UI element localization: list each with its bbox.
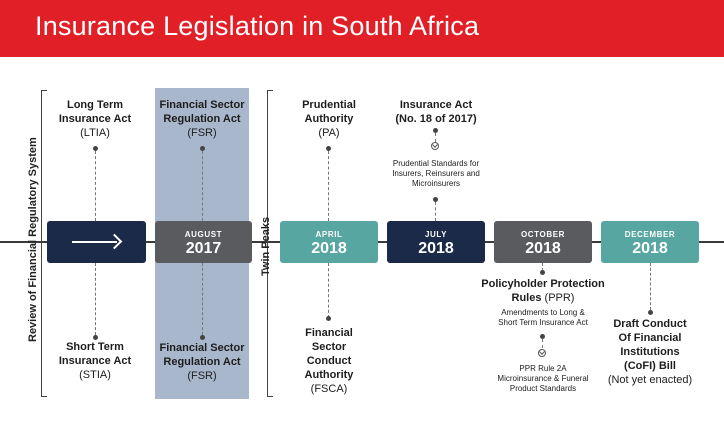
connector-dot [540,270,545,275]
fsr-bottom-name-2: Regulation Act [163,356,241,368]
title-banner [0,0,724,57]
fsr-top-label [150,98,254,140]
fsr-bottom-name-1: Financial Sector [159,342,245,354]
ppr-amendments-label [482,308,604,328]
fsr-bottom-abbr: (FSR) [187,370,217,382]
ltia-label [45,98,145,140]
connector-line [95,263,96,335]
cofi-name-1: Draft Conduct [613,318,687,330]
cofi-name-3: Institutions [620,346,680,358]
timeline-month: JULY [424,230,448,239]
ltia-abbr: (LTIA) [80,127,110,139]
ltia-name-2: Insurance Act [58,113,132,125]
timeline-year: 2018 [632,240,668,257]
arrow-head-icon [107,234,123,250]
prudential-standards-line-1: Prudential Standards for [392,159,480,168]
timeline-box-apr-2018 [280,221,378,263]
ppr-amendments-line-2: Short Term Insurance Act [498,318,588,327]
timeline-month: AUGUST [184,230,223,239]
timeline-month: DECEMBER [624,230,676,239]
connector-dot [200,335,205,340]
fsca-name-1: Financial [305,327,353,339]
ppr-abbr: (PPR) [544,292,575,304]
connector-line [542,339,543,348]
timeline-year: 2018 [418,240,454,257]
timeline-box-dec-2018 [601,221,699,263]
insurance-act-label [380,98,492,126]
timeline-month: APRIL [315,230,343,239]
ppr-name-1: Policyholder Protection [481,278,605,290]
timeline-year: 2018 [311,240,347,257]
prudential-standards-line-2: Insurers, Reinsurers and [392,169,480,178]
cofi-name-2: Of Financial [618,332,682,344]
fsca-label [288,326,370,396]
stia-name-1: Short Term [66,341,124,353]
timeline-year: 2018 [525,240,561,257]
timeline-box-aug-2017 [155,221,252,263]
ppr-rule-2a-label [482,364,604,394]
review-label: Review of Financial Regulatory System [27,137,39,342]
stia-name-2: Insurance Act [58,355,132,367]
review-bracket [41,90,42,397]
cofi-name-4: (CoFI) Bill [624,360,676,372]
fsca-name-4: Authority [304,369,354,381]
connector-line [202,263,203,335]
timeline-box-oct-2018 [494,221,592,263]
cofi-note: (Not yet enacted) [607,374,693,386]
connector-line [202,151,203,221]
fsca-name-3: Conduct [306,355,352,367]
timeline-month: OCTOBER [520,230,566,239]
chevron-down-icon [538,349,546,357]
chevron-down-icon [431,142,439,150]
timeline-box-arrow [47,221,146,263]
connector-line [95,151,96,221]
ppr-rule-2a-line-1: PPR Rule 2A [519,364,567,373]
fsr-top-abbr: (FSR) [187,127,217,139]
fsr-top-name-1: Financial Sector [159,99,245,111]
timeline-year: 2017 [185,240,222,257]
insurance-act-name-2: (No. 18 of 2017) [395,113,477,125]
fsr-top-name-2: Regulation Act [163,113,241,125]
fsca-name-2: Sector [311,341,347,353]
pa-label [288,98,370,140]
ppr-name-2: Rules [511,292,542,304]
connector-line [328,151,329,221]
ppr-amendments-line-1: Amendments to Long & [501,308,585,317]
pa-name-2: Authority [304,113,354,125]
ppr-label [480,277,606,305]
stia-abbr: (STIA) [79,369,111,381]
stia-label [45,340,145,382]
pa-abbr: (PA) [318,127,340,139]
connector-line [435,202,436,221]
pa-name-1: Prudential [302,99,356,111]
insurance-act-name-1: Insurance Act [399,99,473,111]
page-title: Insurance Legislation in South Africa [35,11,480,41]
cofi-label [600,317,700,387]
twin-peaks-label: Twin Peaks [260,216,272,276]
connector-line [435,133,436,142]
ppr-rule-2a-line-3: Product Standards [509,384,577,393]
prudential-standards-label [378,159,494,189]
connector-line [650,263,651,310]
ppr-rule-2a-line-2: Microinsurance & Funeral [497,374,589,383]
connector-dot [648,310,653,315]
prudential-standards-line-3: Microinsurers [411,179,460,188]
fsr-bottom-label [150,341,254,383]
connector-line [328,263,329,318]
fsca-abbr: (FSCA) [310,383,348,395]
connector-dot [326,316,331,321]
timeline-box-jul-2018 [387,221,485,263]
ltia-name-1: Long Term [66,99,123,111]
